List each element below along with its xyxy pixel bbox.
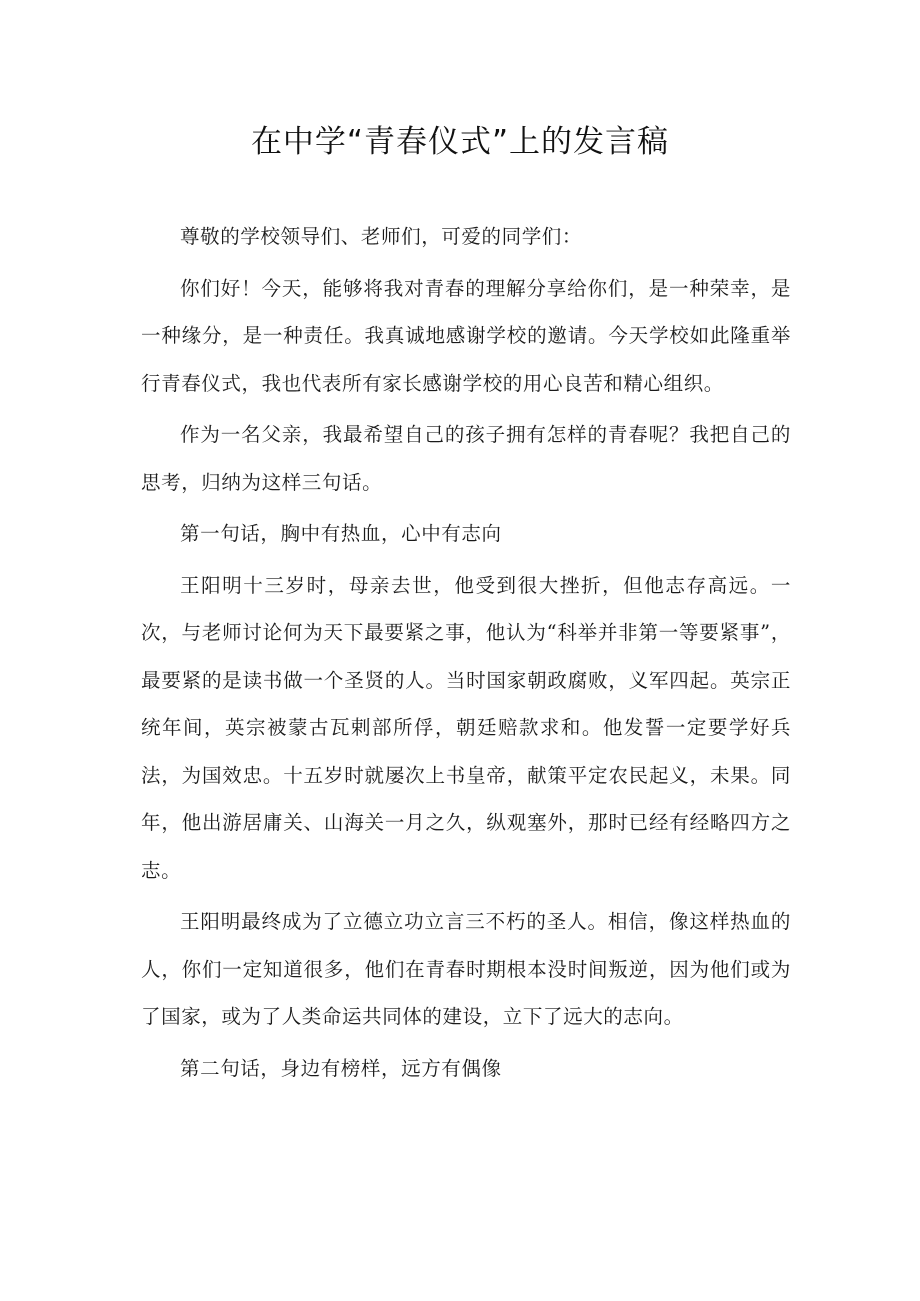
section-heading-2: 第二句话，身边有榜样，远方有偶像 [180, 1056, 502, 1080]
intro-paragraph: 作为一名父亲，我最希望自己的孩子拥有怎样的青春呢？我把自己的思考，归纳为这样三句话。 [141, 423, 791, 494]
section-heading-1: 第一句话，胸中有热血，心中有志向 [180, 522, 502, 545]
salutation-paragraph: 尊敬的学校领导们、老师们，可爱的同学们： [180, 225, 583, 248]
story-paragraph: 王阳明十三岁时，母亲去世，他受到很大挫折，但他志存高远。一次，与老师讨论何为天下最要紧之事，他认为“科举并非第一等要紧事”，最要紧的是读书做一个圣贤的人。当时国家朝政腐败，义军四起。英宗正统年间，英宗被蒙古瓦剌部所俘，朝廷赔款求和。他发誓一定要学好兵法，为国效忠。十五岁时就屡次上书皇帝，献策平定农民起义，未果。同年，他出游居庸关、山海关一月之久，纵观塞外，那时已经有经略四方之志。 [141, 573, 791, 882]
conclusion-paragraph: 王阳明最终成为了立德立功立言三不朽的圣人。相信，像这样热血的人，你们一定知道很多，他们在青春时期根本没时间叛逆，因为他们或为了国家，或为了人类命运共同体的建设，立下了远大的志向。 [141, 910, 791, 1028]
document-body [141, 213, 791, 1096]
document-title: 在中学“青春仪式”上的发言稿 [250, 124, 670, 160]
greeting-paragraph: 你们好！今天，能够将我对青春的理解分享给你们，是一种荣幸，是一种缘分，是一种责任。我真诚地感谢学校的邀请。今天学校如此隆重举行青春仪式，我也代表所有家长感谢学校的用心良苦和精心组织。 [141, 276, 791, 395]
